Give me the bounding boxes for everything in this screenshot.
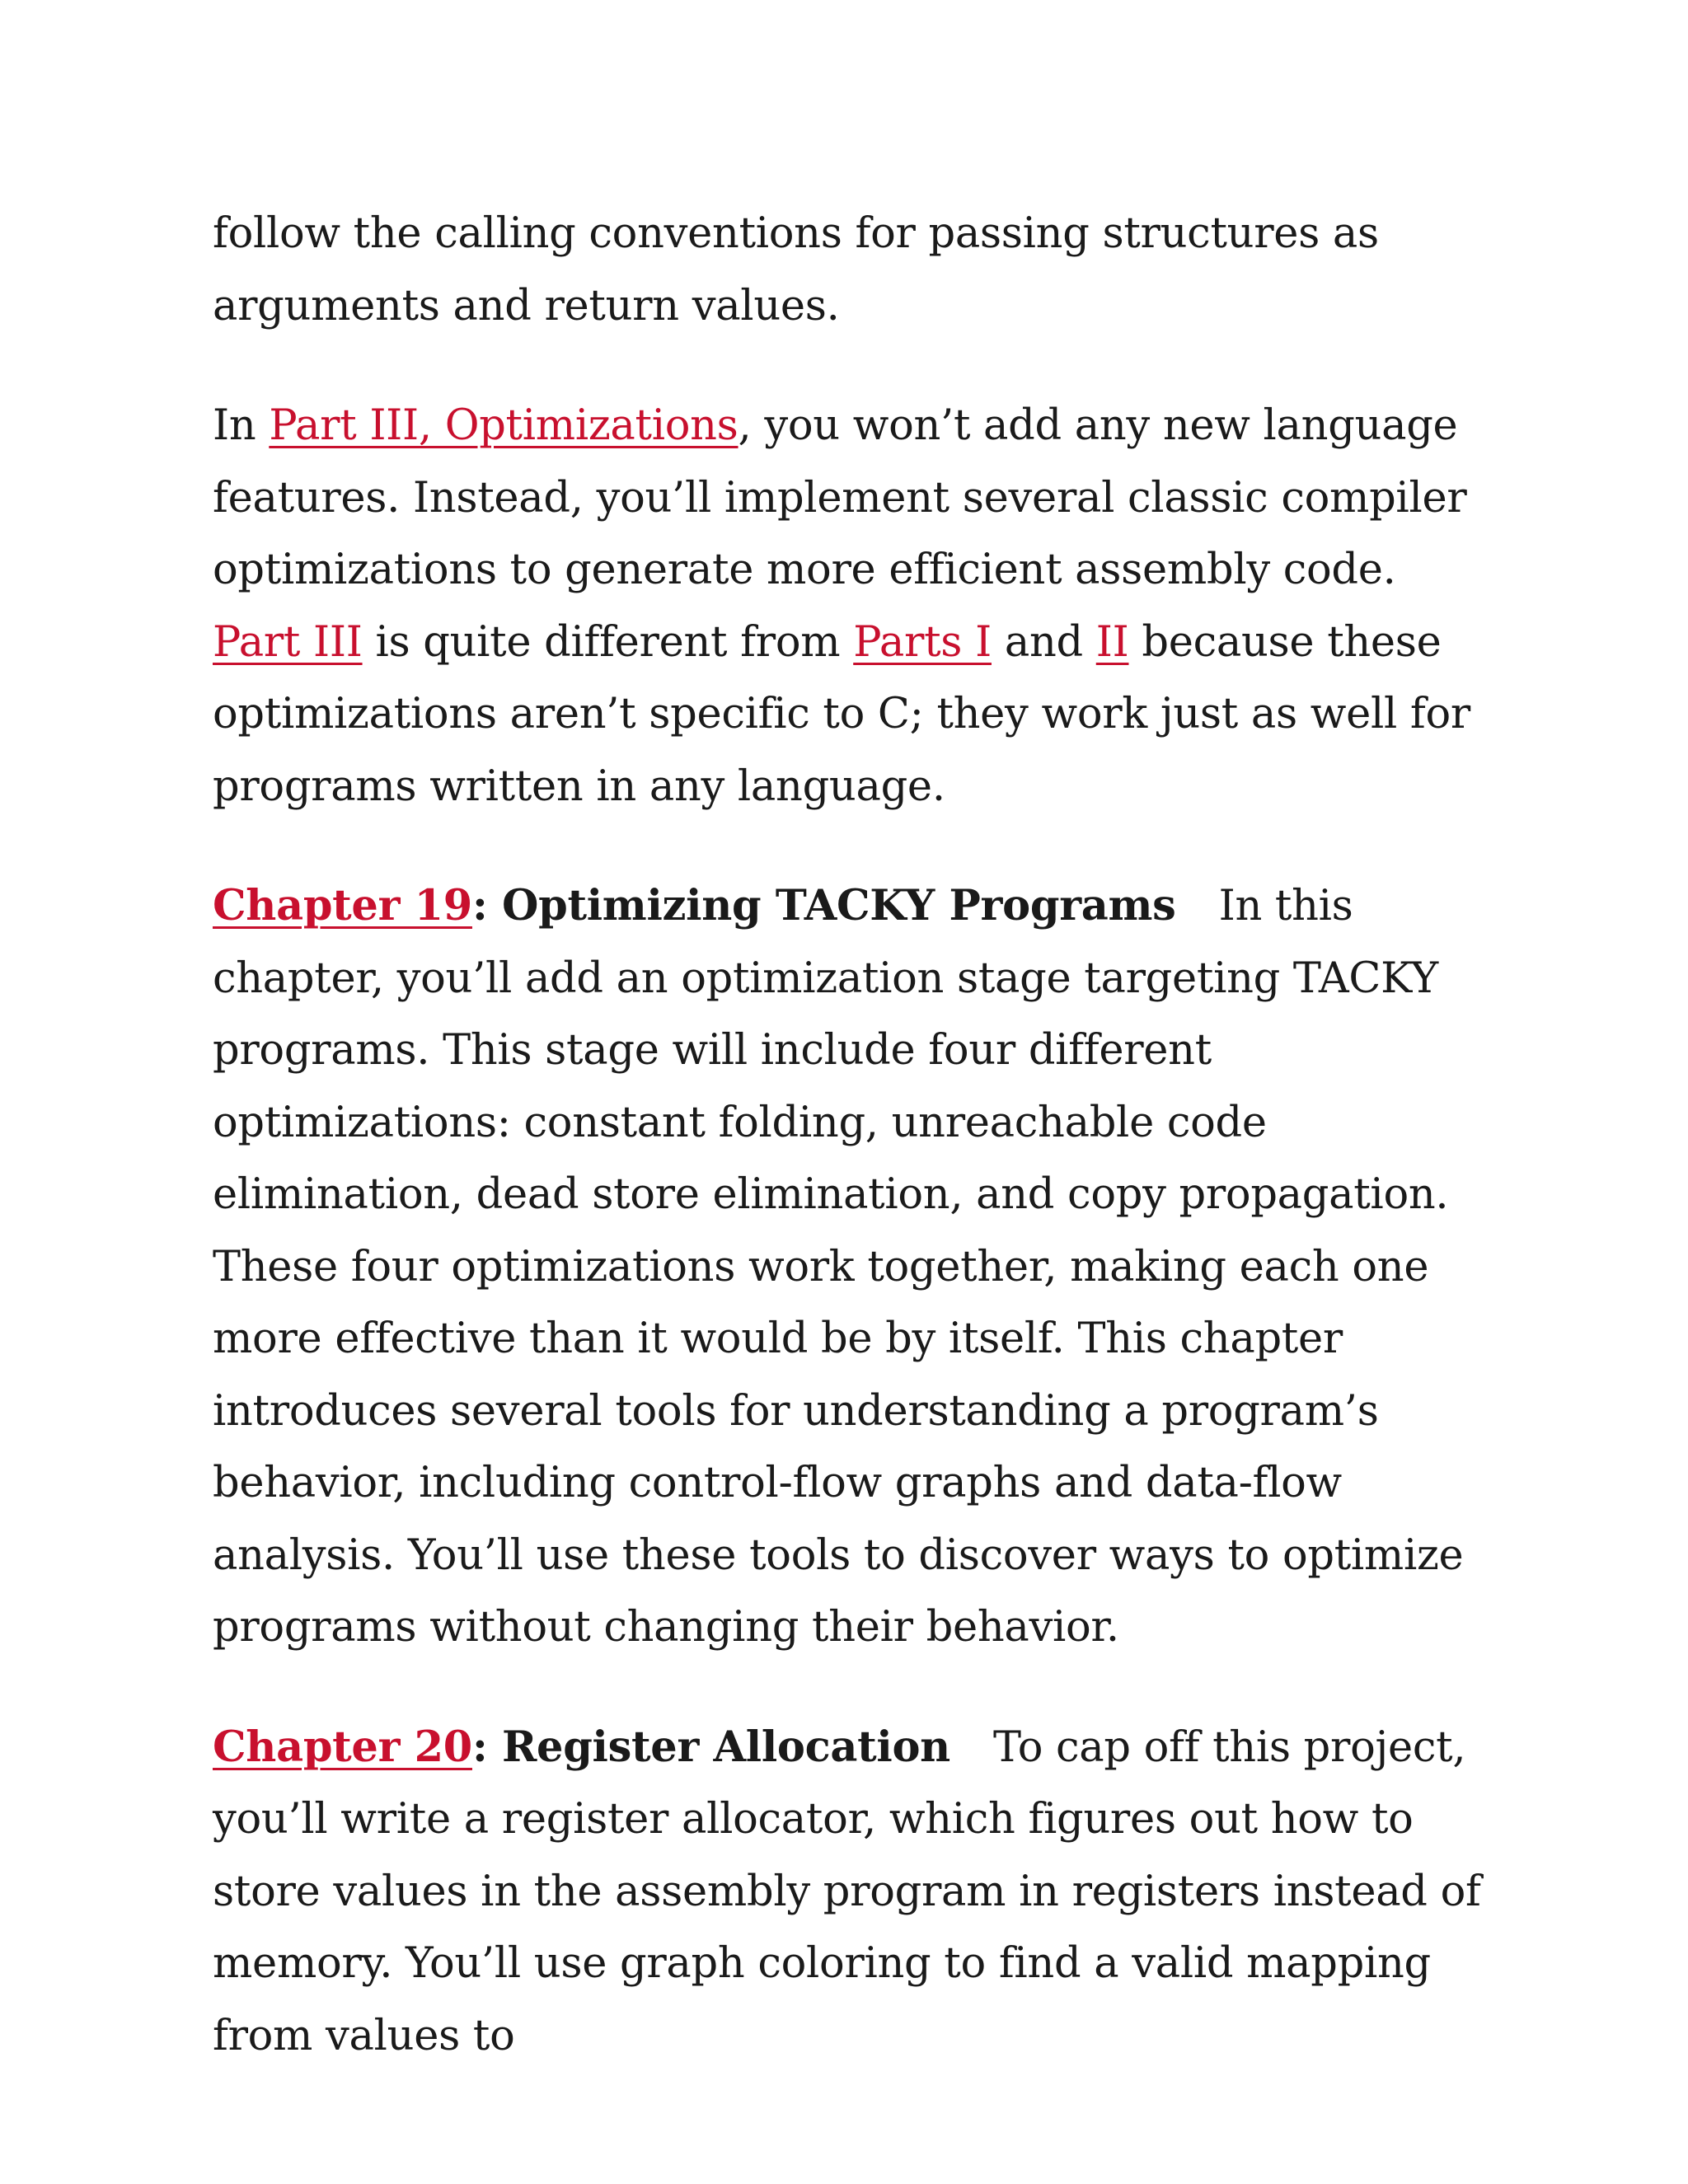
link-part-two[interactable]: II (1095, 617, 1129, 667)
paragraph-part-three-intro (213, 390, 1482, 823)
chapter-19-description: In this chapter, you’ll add an optimization stage targeting TACKY programs. This stage will include four different optimizations: constant folding, unreachable code elimination, dead store elimination, and copy propagation. These four optimizations work together, making each one more effective than it would be by itself. This chapter introduces several tools for understanding a program’s behavior, including control-flow graphs and data-flow analysis. You’ll use these tools to discover ways to optimize programs without changing their behavior. (213, 882, 1464, 1652)
link-chapter-19[interactable]: Chapter 19 (213, 881, 472, 930)
chapter-20-heading: : Register Allocation (471, 1722, 950, 1772)
chapter-20-description: To cap off this project, you’ll write a register allocator, which figures out how to store values in the assembly program in registers instead of memory. You’ll use graph coloring to find a valid mapping from values to (213, 1722, 1481, 2060)
paragraph-text: is quite different from (362, 617, 854, 667)
link-parts-one[interactable]: Parts I (853, 617, 992, 667)
link-part-three-optimizations[interactable]: Part III, Optimizations (269, 401, 738, 450)
paragraph-text: because these optimizations aren’t specific to C; they work just as well for programs written in any language. (213, 617, 1470, 811)
paragraph-chapter-19 (213, 870, 1482, 1664)
paragraph-chapter-20 (213, 1712, 1482, 2073)
document-page (213, 198, 1482, 2120)
paragraph-calling-conventions (213, 198, 1482, 342)
chapter-19-heading: : Optimizing TACKY Programs (471, 881, 1176, 930)
paragraph-text: follow the calling conventions for passing structures as arguments and return values. (213, 209, 1379, 330)
paragraph-text: and (991, 617, 1096, 667)
paragraph-text: , you won’t add any new language features. Instead, you’ll implement several classic compiler optimizations to generate more efficient assembly code. (213, 401, 1467, 594)
paragraph-text: In (213, 401, 270, 450)
link-part-three[interactable]: Part III (213, 617, 363, 667)
link-chapter-20[interactable]: Chapter 20 (213, 1722, 472, 1772)
